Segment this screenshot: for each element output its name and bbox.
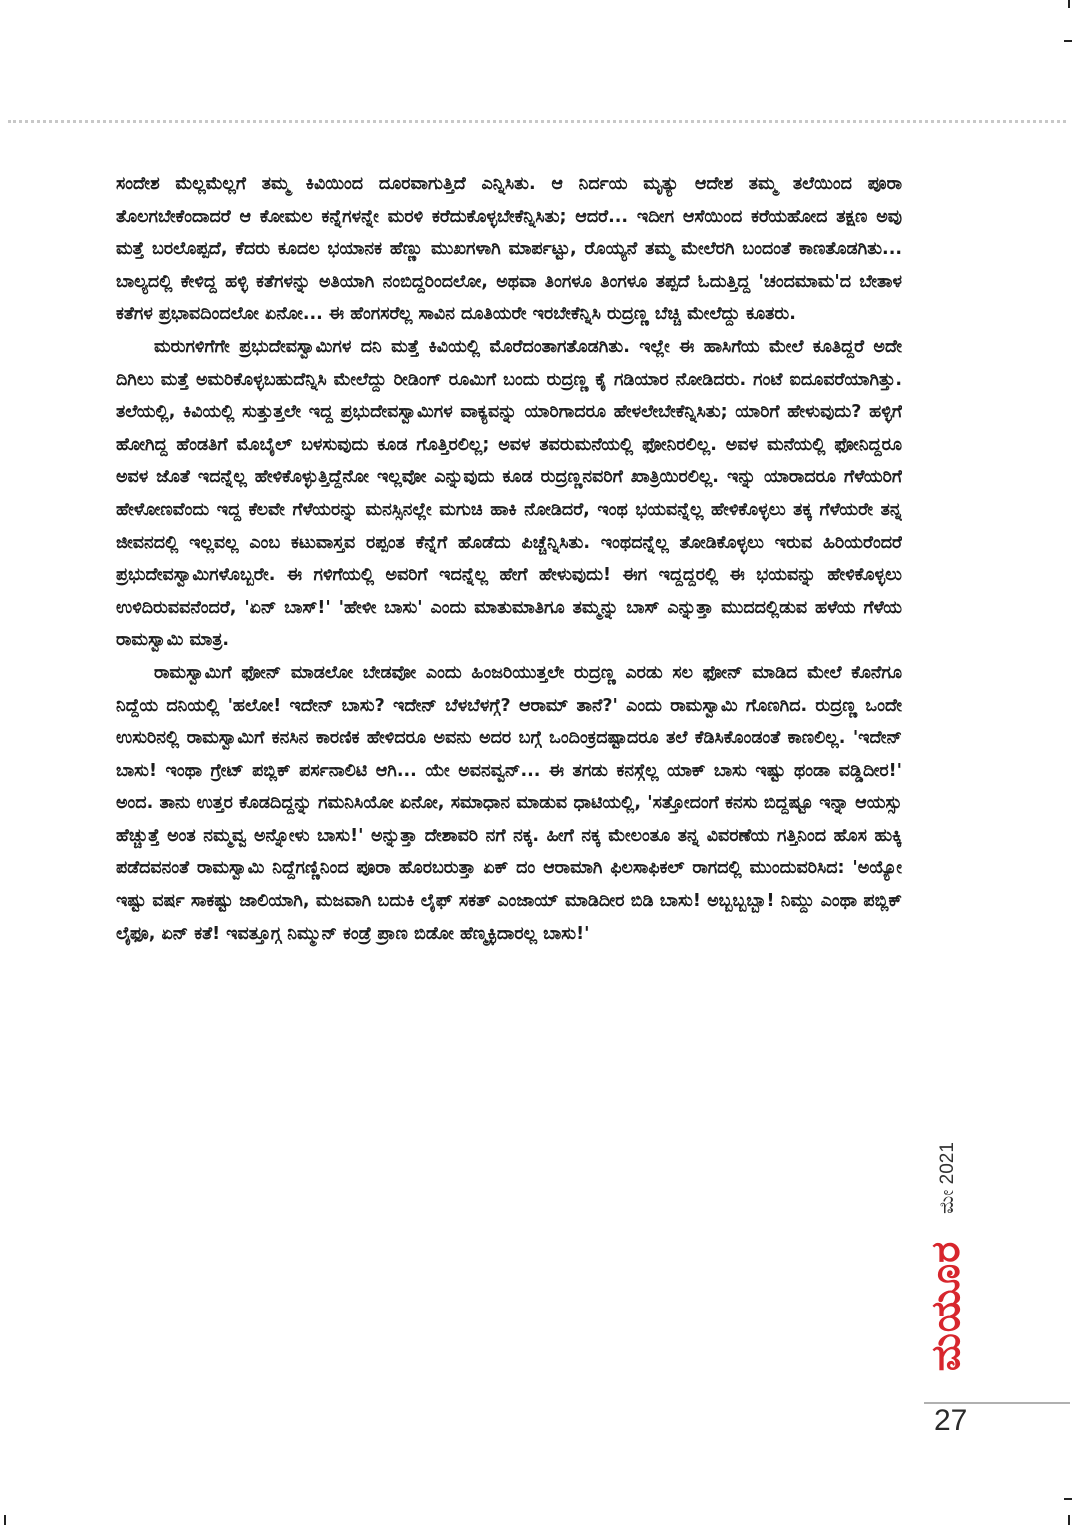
issue-date-label: ಮೇ 2021 — [937, 1142, 958, 1214]
article-body — [116, 168, 902, 1393]
crop-mark-bottom-right — [1068, 1515, 1070, 1525]
crop-mark-top-right — [1068, 0, 1070, 8]
header-dotted-rule — [8, 120, 1066, 123]
article-paragraph: ಸಂದೇಶ ಮೆಲ್ಲಮೆಲ್ಲಗೆ ತಮ್ಮ ಕಿವಿಯಿಂದ ದೂರವಾಗುತ್ತಿದೆ ಎನ್ನಿಸಿತು. ಆ ನಿರ್ದಯ ಮೃತ್ಯು ಆದೇಶ ತಮ್ಮ ತಲೆಯಿಂದ ಪೂರಾ ತೊಲಗಬೇಕೆಂದಾದರೆ ಆ ಕೋಮಲ ಕನ್ನೆಗಳನ್ನೇ ಮರಳಿ ಕರೆದುಕೊಳ್ಳಬೇಕೆನ್ನಿಸಿತು; ಆದರೆ... ಇದೀಗ ಆಸೆಯಿಂದ ಕರೆಯಹೋದ ತಕ್ಷಣ ಅವು ಮತ್ತೆ ಬರಲೊಪ್ಪದೆ, ಕೆದರು ಕೂದಲ ಭಯಾನಕ ಹೆಣ್ಣು ಮುಖಗಳಾಗಿ ಮಾರ್ಪಟ್ಟು, ರೊಯ್ಯನೆ ತಮ್ಮ ಮೇಲೆರಗಿ ಬಂದಂತೆ ಕಾಣತೊಡಗಿತು... ಬಾಲ್ಯದಲ್ಲಿ ಕೇಳಿದ್ದ ಹಳ್ಳಿ ಕತೆಗಳನ್ನು ಅತಿಯಾಗಿ ನಂಬಿದ್ದರಿಂದಲೋ, ಅಥವಾ ತಿಂಗಳೂ ತಿಂಗಳೂ ತಪ್ಪದೆ ಓದುತ್ತಿದ್ದ 'ಚಂದಮಾಮ'ದ ಬೇತಾಳ ಕತೆಗಳ ಪ್ರಭಾವದಿಂದಲೋ ಏನೋ... ಈ ಹೆಂಗಸರೆಲ್ಲ ಸಾವಿನ ದೂತಿಯರೇ ಇರಬೇಕೆನ್ನಿಸಿ ರುದ್ರಣ್ಣ ಬೆಚ್ಚಿ ಮೇಲೆದ್ದು ಕೂತರು. — [116, 174, 902, 325]
crop-mark-bottom-left — [4, 1515, 6, 1525]
magazine-logo-text: ಮಯೂರ — [923, 1240, 969, 1372]
article-paragraph: ಮರುಗಳಿಗೆಗೇ ಪ್ರಭುದೇವಸ್ವಾಮಿಗಳ ದನಿ ಮತ್ತೆ ಕಿವಿಯಲ್ಲಿ ಮೊರೆದಂತಾಗತೊಡಗಿತು. ಇಲ್ಲೇ ಈ ಹಾಸಿಗೆಯ ಮೇಲೆ ಕೂತಿದ್ದರೆ ಅದೇ ದಿಗಿಲು ಮತ್ತೆ ಅಮರಿಕೊಳ್ಳಬಹುದೆನ್ನಿಸಿ ಮೇಲೆದ್ದು ರೀಡಿಂಗ್ ರೂಮಿಗೆ ಬಂದು ರುದ್ರಣ್ಣ ಕೈ ಗಡಿಯಾರ ನೋಡಿದರು. ಗಂಟೆ ಐದೂವರೆಯಾಗಿತ್ತು. ತಲೆಯಲ್ಲಿ, ಕಿವಿಯಲ್ಲಿ ಸುತ್ತುತ್ತಲೇ ಇದ್ದ ಪ್ರಭುದೇವಸ್ವಾಮಿಗಳ ವಾಕ್ಯವನ್ನು ಯಾರಿಗಾದರೂ ಹೇಳಲೇಬೇಕೆನ್ನಿಸಿತು; ಯಾರಿಗೆ ಹೇಳುವುದು? ಹಳ್ಳಿಗೆ ಹೋಗಿದ್ದ ಹೆಂಡತಿಗೆ ಮೊಬೈಲ್ ಬಳಸುವುದು ಕೂಡ ಗೊತ್ತಿರಲಿಲ್ಲ; ಅವಳ ತವರುಮನೆಯಲ್ಲಿ ಫೋನಿರಲಿಲ್ಲ. ಅವಳ ಮನೆಯಲ್ಲಿ ಫೋನಿದ್ದರೂ ಅವಳ ಜೊತೆ ಇದನ್ನೆಲ್ಲ ಹೇಳಿಕೊಳ್ಳುತ್ತಿದ್ದೆನೋ ಇಲ್ಲವೋ ಎನ್ನುವುದು ಕೂಡ ರುದ್ರಣ್ಣನವರಿಗೆ ಖಾತ್ರಿಯಿರಲಿಲ್ಲ. ಇನ್ನು ಯಾರಾದರೂ ಗೆಳೆಯರಿಗೆ ಹೇಳೋಣವೆಂದು ಇದ್ದ ಕೆಲವೇ ಗೆಳೆಯರನ್ನು ಮನಸ್ಸಿನಲ್ಲೇ ಮಗುಚಿ ಹಾಕಿ ನೋಡಿದರೆ, ಇಂಥ ಭಯವನ್ನೆಲ್ಲ ಹೇಳಿಕೊಳ್ಳಲು ತಕ್ಕ ಗೆಳೆಯರೇ ತನ್ನ ಜೀವನದಲ್ಲಿ ಇಲ್ಲವಲ್ಲ ಎಂಬ ಕಟುವಾಸ್ತವ ರಪ್ಪಂತ ಕೆನ್ನೆಗೆ ಹೊಡೆದು ಪಿಚ್ಚೆನ್ನಿಸಿತು. ಇಂಥದನ್ನೆಲ್ಲ ತೋಡಿಕೊಳ್ಳಲು ಇರುವ ಹಿರಿಯರೆಂದರೆ ಪ್ರಭುದೇವಸ್ವಾಮಿಗಳೊಬ್ಬರೇ. ಈ ಗಳಿಗೆಯಲ್ಲಿ ಅವರಿಗೆ ಇದನ್ನೆಲ್ಲ ಹೇಗೆ ಹೇಳುವುದು! ಈಗ ಇದ್ದದ್ದರಲ್ಲಿ ಈ ಭಯವನ್ನು ಹೇಳಿಕೊಳ್ಳಲು ಉಳಿದಿರುವವನೆಂದರೆ, 'ಏನ್ ಬಾಸ್!' 'ಹೇಳೀ ಬಾಸು' ಎಂದು ಮಾತುಮಾತಿಗೂ ತಮ್ಮನ್ನು ಬಾಸ್ ಎನ್ನುತ್ತಾ ಮುದದಲ್ಲಿಡುವ ಹಳೆಯ ಗೆಳೆಯ ರಾಮಸ್ವಾಮಿ ಮಾತ್ರ. — [116, 336, 902, 651]
issue-date — [928, 1130, 968, 1226]
article-paragraph: ರಾಮಸ್ವಾಮಿಗೆ ಫೋನ್ ಮಾಡಲೋ ಬೇಡವೋ ಎಂದು ಹಿಂಜರಿಯುತ್ತಲೇ ರುದ್ರಣ್ಣ ಎರಡು ಸಲ ಫೋನ್ ಮಾಡಿದ ಮೇಲೆ ಕೊನೆಗೂ ನಿದ್ದೆಯ ದನಿಯಲ್ಲಿ 'ಹಲೋ! ಇದೇನ್ ಬಾಸು? ಇದೇನ್ ಬೆಳಬೆಳಗ್ಗೆ? ಆರಾಮ್ ತಾನೆ?' ಎಂದು ರಾಮಸ್ವಾಮಿ ಗೊಣಗಿದ. ರುದ್ರಣ್ಣ ಒಂದೇ ಉಸುರಿನಲ್ಲಿ ರಾಮಸ್ವಾಮಿಗೆ ಕನಸಿನ ಕಾರಣಿಕ ಹೇಳಿದರೂ ಅವನು ಅದರ ಬಗ್ಗೆ ಒಂದಿಂಕ್ರದಷ್ಟಾದರೂ ತಲೆ ಕೆಡಿಸಿಕೊಂಡಂತೆ ಕಾಣಲಿಲ್ಲ. 'ಇದೇನ್ ಬಾಸು! ಇಂಥಾ ಗ್ರೇಟ್ ಪಬ್ಲಿಕ್ ಪರ್ಸನಾಲಿಟಿ ಆಗಿ... ಯೇ ಅವನವ್ವನ್... ಈ ತಗಡು ಕನಸ್ಗೆಲ್ಲ ಯಾಕ್ ಬಾಸು ಇಷ್ಟು ಥಂಡಾ ವಡ್ಡಿದೀರ!' ಅಂದ. ತಾನು ಉತ್ತರ ಕೊಡದಿದ್ದನ್ನು ಗಮನಿಸಿಯೋ ಏನೋ, ಸಮಾಧಾನ ಮಾಡುವ ಧಾಟಿಯಲ್ಲಿ, 'ಸತ್ತೋದಂಗೆ ಕನಸು ಬಿದ್ದಷ್ಟೂ ಇನ್ನಾ ಆಯಸ್ಸು ಹೆಚ್ಚುತ್ತೆ ಅಂತ ನಮ್ಮವ್ವ ಅನ್ನೋಳು ಬಾಸು!' ಅನ್ನುತ್ತಾ ದೇಶಾವರಿ ನಗೆ ನಕ್ಕ. ಹೀಗೆ ನಕ್ಕ ಮೇಲಂತೂ ತನ್ನ ವಿವರಣೆಯ ಗತ್ತಿನಿಂದ ಹೊಸ ಹುಕ್ಕಿ ಪಡೆದವನಂತೆ ರಾಮಸ್ವಾಮಿ ನಿದ್ದೆಗಣ್ಣಿನಿಂದ ಪೂರಾ ಹೊರಬರುತ್ತಾ ಏಕ್ ದಂ ಆರಾಮಾಗಿ ಫಿಲಸಾಫಿಕಲ್ ರಾಗದಲ್ಲಿ ಮುಂದುವರಿಸಿದ: 'ಅಯ್ಯೋ ಇಷ್ಟು ವರ್ಷ ಸಾಕಷ್ಟು ಜಾಲಿಯಾಗಿ, ಮಜವಾಗಿ ಬದುಕಿ ಲೈಫ್ ಸಕತ್ ಎಂಜಾಯ್ ಮಾಡಿದೀರ ಬಿಡಿ ಬಾಸು! ಅಬ್ಬಬ್ಬಬ್ಬಾ! ನಿಮ್ದು ಎಂಥಾ ಪಬ್ಲಿಕ್ ಲೈಫೂ, ಏನ್ ಕತೆ! ಇವತ್ತೂಗ್ಗ ನಿಮ್ಮುನ್ ಕಂಡ್ರೆ ಪ್ರಾಣ ಬಿಡೋ ಹೆಣ್ಮಕ್ಳಿದಾರಲ್ಲ ಬಾಸು!' — [116, 662, 902, 944]
crop-mark-right-lower — [1064, 1498, 1072, 1500]
crop-mark-right-upper — [1064, 40, 1072, 42]
magazine-logo — [918, 1232, 974, 1380]
page-number: 27 — [934, 1404, 968, 1437]
